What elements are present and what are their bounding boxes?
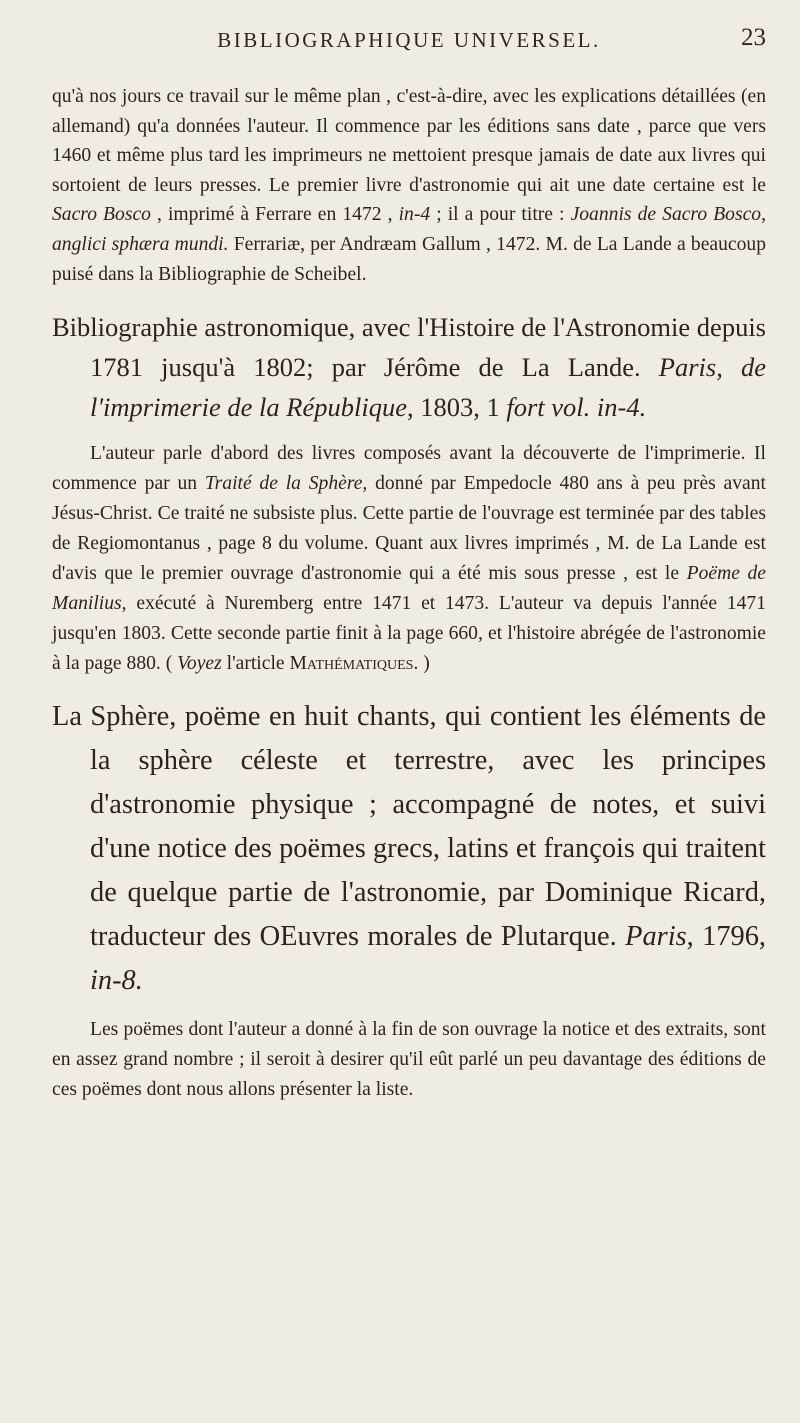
running-title: BIBLIOGRAPHIQUE UNIVERSEL. bbox=[217, 28, 601, 52]
voyez-reference: Voyez bbox=[177, 653, 222, 675]
entry-format: fort vol. in-4. bbox=[506, 392, 647, 423]
entry-imprint: Paris, de l'imprimerie de la République bbox=[90, 352, 767, 423]
annotation-lalande: L'auteur parle d'abord des livres composés avant la découverte de l'imprimerie. Il commence par un Traité de la Sphère, donné par Empedocle 480 ans à peu près avant Jésus-Christ. Ce traité ne subsiste plus. Cette partie de l'ouvrage est terminée par des tables de Regiomontanus , page 8 du volume. Quant aux livres imprimés , M. de La Lande est d'avis que le premier ouvrage d'astronomie qui a été mis sous presse , est le Poëme de Manilius, exécuté à Nuremberg entre 1471 et 1473. L'auteur va depuis l'année 1471 jusqu'en 1803. Cette seconde partie finit à la page 660, et l'histoire abrégée de l'astronomie à la page 880. ( Voyez l'article Mathématiques. ) bbox=[52, 443, 767, 675]
title-sacro-bosco: Sacro Bosco bbox=[52, 204, 151, 226]
bibliography-entry-lalande: Bibliographie astronomique, avec l'Histoire de l'Astronomie depuis 1781 jusqu'à 1802; par Jérôme de La Lande. Paris, de l'imprimerie de la République, 1803, 1 fort vol. in-4. bbox=[52, 312, 767, 423]
annotation-ricard: Les poëmes dont l'auteur a donné à la fin de son ouvrage la notice et des extraits, sont en assez grand nombre ; il seroit à desirer qu'il eût parlé un peu davantage des éditions de ces poëmes dont nous allons présenter la liste. bbox=[52, 1019, 766, 1101]
title-poeme-manilius: Poëme de Manilius, bbox=[52, 563, 767, 615]
running-header bbox=[52, 24, 766, 58]
bibliography-entry-ricard: La Sphère, poëme en huit chants, qui contient les éléments de la sphère céleste et terrestre, avec les principes d'astronomie physique ; accompagné de notes, et suivi d'une notice des poëmes grecs, latins et françois qui traitent de quelque partie de l'astronomie, par Dominique Ricard, traducteur des OEuvres morales de Plutarque. Paris, 1796, in-8. bbox=[52, 701, 766, 997]
latin-title: Joannis de Sacro Bosco, anglici sphæra mundi. bbox=[52, 204, 766, 255]
entry-place: Paris bbox=[625, 921, 687, 953]
title-traite-sphere: Traité de la Sphère, bbox=[204, 473, 368, 495]
entry-format: in-8. bbox=[90, 965, 143, 997]
paragraph-continuation: qu'à nos jours ce travail sur le même plan , c'est-à-dire, avec les explications détaillées (en allemand) qu'a données l'auteur. Il commence par les éditions sans date , parce que vers 1460 et même plus tard les imprimeurs ne mettoient presque jamais de date aux livres qui sortoient de leurs presses. Le premier livre d'astronomie qui ait une date certaine est le Sacro Bosco , imprimé à Ferrare en 1472 , in-4 ; il a pour titre : Joannis de Sacro Bosco, anglici sphæra mundi. Ferrariæ, per Andræam Gallum , 1472. M. de La Lande a beaucoup puisé dans la Bibliographie de Scheibel. bbox=[52, 86, 766, 285]
format-in4: in-4 bbox=[398, 204, 431, 226]
page-number: 23 bbox=[741, 24, 766, 51]
article-mathematiques: Mathématiques bbox=[289, 653, 414, 675]
